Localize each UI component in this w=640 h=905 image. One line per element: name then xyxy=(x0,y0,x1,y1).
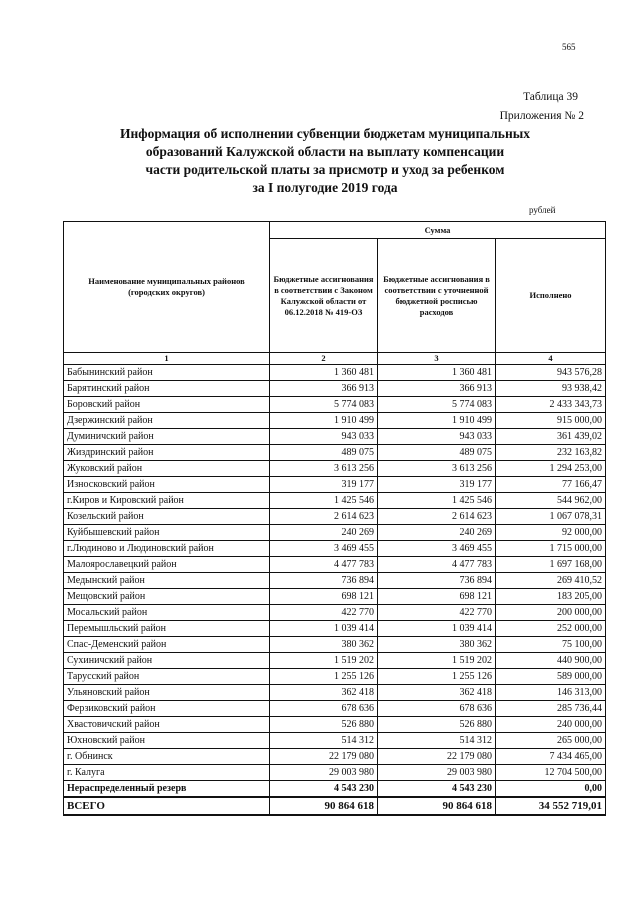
law-allocation-cell: 22 179 080 xyxy=(270,749,378,765)
district-name-cell: Медынский район xyxy=(64,573,270,589)
law-allocation-cell: 489 075 xyxy=(270,445,378,461)
law-allocation-cell: 526 880 xyxy=(270,717,378,733)
table-row xyxy=(64,685,606,701)
law-allocation-cell: 2 614 623 xyxy=(270,509,378,525)
executed-cell: 544 962,00 xyxy=(496,493,606,509)
executed-cell: 240 000,00 xyxy=(496,717,606,733)
table-row xyxy=(64,557,606,573)
law-allocation-cell: 1 910 499 xyxy=(270,413,378,429)
law-allocation-cell: 1 360 481 xyxy=(270,365,378,381)
revised-allocation-cell: 526 880 xyxy=(378,717,496,733)
district-name-cell: Думиничский район xyxy=(64,429,270,445)
executed-cell: 93 938,42 xyxy=(496,381,606,397)
executed-cell: 232 163,82 xyxy=(496,445,606,461)
table-row xyxy=(64,397,606,413)
title-line: части родительской платы за присмотр и уход за ребенком xyxy=(145,162,505,177)
table-row xyxy=(64,765,606,781)
header-num-1: 1 xyxy=(64,353,270,365)
law-allocation-cell: 1 255 126 xyxy=(270,669,378,685)
revised-allocation-cell: 489 075 xyxy=(378,445,496,461)
table-row xyxy=(64,589,606,605)
law-allocation-cell: 4 477 783 xyxy=(270,557,378,573)
table-row xyxy=(64,717,606,733)
district-name-cell: Козельский район xyxy=(64,509,270,525)
law-allocation-cell: 5 774 083 xyxy=(270,397,378,413)
executed-cell: 440 900,00 xyxy=(496,653,606,669)
table-row xyxy=(64,509,606,525)
law-allocation-cell: 514 312 xyxy=(270,733,378,749)
table-row xyxy=(64,429,606,445)
document-title xyxy=(60,125,590,197)
table-row xyxy=(64,381,606,397)
subvention-table xyxy=(63,221,606,816)
table-row xyxy=(64,653,606,669)
table-row xyxy=(64,413,606,429)
table-row xyxy=(64,605,606,621)
revised-allocation-cell: 1 360 481 xyxy=(378,365,496,381)
law-allocation-cell: 4 543 230 xyxy=(270,781,378,798)
revised-allocation-cell: 4 477 783 xyxy=(378,557,496,573)
revised-allocation-cell: 514 312 xyxy=(378,733,496,749)
law-allocation-cell: 3 613 256 xyxy=(270,461,378,477)
table-row xyxy=(64,493,606,509)
law-allocation-cell: 678 636 xyxy=(270,701,378,717)
table-row xyxy=(64,365,606,381)
revised-allocation-cell: 1 519 202 xyxy=(378,653,496,669)
table-row xyxy=(64,621,606,637)
district-name-cell: Спас-Деменский район xyxy=(64,637,270,653)
law-allocation-cell: 1 425 546 xyxy=(270,493,378,509)
revised-allocation-cell: 362 418 xyxy=(378,685,496,701)
executed-cell: 252 000,00 xyxy=(496,621,606,637)
law-allocation-cell: 736 894 xyxy=(270,573,378,589)
law-allocation-cell: 366 913 xyxy=(270,381,378,397)
executed-cell: 75 100,00 xyxy=(496,637,606,653)
executed-cell: 34 552 719,01 xyxy=(496,797,606,815)
page-number: 565 xyxy=(562,42,576,52)
executed-cell: 2 433 343,73 xyxy=(496,397,606,413)
header-col3: Бюджетные ассигнования в соответствии с уточненной бюджетной росписью расходов xyxy=(378,239,496,353)
revised-allocation-cell: 5 774 083 xyxy=(378,397,496,413)
executed-cell: 269 410,52 xyxy=(496,573,606,589)
district-name-cell: Хвастовичский район xyxy=(64,717,270,733)
executed-cell: 265 000,00 xyxy=(496,733,606,749)
revised-allocation-cell: 319 177 xyxy=(378,477,496,493)
executed-cell: 12 704 500,00 xyxy=(496,765,606,781)
revised-allocation-cell: 380 362 xyxy=(378,637,496,653)
table-row xyxy=(64,461,606,477)
table-row xyxy=(64,781,606,798)
revised-allocation-cell: 698 121 xyxy=(378,589,496,605)
executed-cell: 361 439,02 xyxy=(496,429,606,445)
table-row xyxy=(64,573,606,589)
executed-cell: 1 697 168,00 xyxy=(496,557,606,573)
revised-allocation-cell: 422 770 xyxy=(378,605,496,621)
executed-cell: 77 166,47 xyxy=(496,477,606,493)
header-num-2: 2 xyxy=(270,353,378,365)
executed-cell: 1 067 078,31 xyxy=(496,509,606,525)
law-allocation-cell: 3 469 455 xyxy=(270,541,378,557)
revised-allocation-cell: 3 469 455 xyxy=(378,541,496,557)
table-row xyxy=(64,445,606,461)
district-name-cell: Жуковский район xyxy=(64,461,270,477)
table-row xyxy=(64,701,606,717)
revised-allocation-cell: 240 269 xyxy=(378,525,496,541)
law-allocation-cell: 1 039 414 xyxy=(270,621,378,637)
revised-allocation-cell: 1 255 126 xyxy=(378,669,496,685)
revised-allocation-cell: 1 039 414 xyxy=(378,621,496,637)
district-name-cell: Куйбышевский район xyxy=(64,525,270,541)
law-allocation-cell: 698 121 xyxy=(270,589,378,605)
law-allocation-cell: 29 003 980 xyxy=(270,765,378,781)
title-line: за I полугодие 2019 года xyxy=(252,180,398,195)
district-name-cell: Сухиничский район xyxy=(64,653,270,669)
district-name-cell: г. Калуга xyxy=(64,765,270,781)
executed-cell: 92 000,00 xyxy=(496,525,606,541)
table-row xyxy=(64,637,606,653)
executed-cell: 1 294 253,00 xyxy=(496,461,606,477)
district-name-cell: Барятинский район xyxy=(64,381,270,397)
title-line: Информация об исполнении субвенции бюджетам муниципальных xyxy=(119,126,531,141)
law-allocation-cell: 319 177 xyxy=(270,477,378,493)
executed-cell: 943 576,28 xyxy=(496,365,606,381)
revised-allocation-cell: 943 033 xyxy=(378,429,496,445)
revised-allocation-cell: 22 179 080 xyxy=(378,749,496,765)
law-allocation-cell: 422 770 xyxy=(270,605,378,621)
header-sum: Сумма xyxy=(270,222,606,239)
table-row xyxy=(64,669,606,685)
law-allocation-cell: 943 033 xyxy=(270,429,378,445)
table-row xyxy=(64,525,606,541)
header-num-4: 4 xyxy=(496,353,606,365)
executed-cell: 200 000,00 xyxy=(496,605,606,621)
revised-allocation-cell: 3 613 256 xyxy=(378,461,496,477)
table-row xyxy=(64,733,606,749)
revised-allocation-cell: 90 864 618 xyxy=(378,797,496,815)
executed-cell: 1 715 000,00 xyxy=(496,541,606,557)
executed-cell: 183 205,00 xyxy=(496,589,606,605)
revised-allocation-cell: 1 910 499 xyxy=(378,413,496,429)
executed-cell: 0,00 xyxy=(496,781,606,798)
district-name-cell: г.Людиново и Людиновский район xyxy=(64,541,270,557)
header-num-3: 3 xyxy=(378,353,496,365)
revised-allocation-cell: 678 636 xyxy=(378,701,496,717)
executed-cell: 915 000,00 xyxy=(496,413,606,429)
law-allocation-cell: 90 864 618 xyxy=(270,797,378,815)
table-row xyxy=(64,749,606,765)
district-name-cell: Ульяновский район xyxy=(64,685,270,701)
law-allocation-cell: 362 418 xyxy=(270,685,378,701)
header-col4: Исполнено xyxy=(496,239,606,353)
district-name-cell: Бабынинский район xyxy=(64,365,270,381)
header-name: Наименование муниципальных районов (городских округов) xyxy=(64,222,270,353)
executed-cell: 7 434 465,00 xyxy=(496,749,606,765)
table-row xyxy=(64,477,606,493)
header-col2: Бюджетные ассигнования в соответствии с Законом Калужской области от 06.12.2018 № 419-ОЗ xyxy=(270,239,378,353)
units-label: рублей xyxy=(529,205,556,215)
table-row xyxy=(64,797,606,815)
revised-allocation-cell: 2 614 623 xyxy=(378,509,496,525)
district-name-cell: Мещовский район xyxy=(64,589,270,605)
executed-cell: 146 313,00 xyxy=(496,685,606,701)
title-line: образований Калужской области на выплату компенсации xyxy=(145,144,505,159)
appendix-label: Приложения № 2 xyxy=(499,110,584,122)
law-allocation-cell: 380 362 xyxy=(270,637,378,653)
district-name-cell: г.Киров и Кировский район xyxy=(64,493,270,509)
revised-allocation-cell: 4 543 230 xyxy=(378,781,496,798)
district-name-cell: Перемышльский район xyxy=(64,621,270,637)
executed-cell: 285 736,44 xyxy=(496,701,606,717)
revised-allocation-cell: 1 425 546 xyxy=(378,493,496,509)
revised-allocation-cell: 736 894 xyxy=(378,573,496,589)
district-name-cell: Малоярославецкий район xyxy=(64,557,270,573)
district-name-cell: Ферзиковский район xyxy=(64,701,270,717)
district-name-cell: г. Обнинск xyxy=(64,749,270,765)
law-allocation-cell: 240 269 xyxy=(270,525,378,541)
law-allocation-cell: 1 519 202 xyxy=(270,653,378,669)
executed-cell: 589 000,00 xyxy=(496,669,606,685)
table-label: Таблица 39 xyxy=(523,91,578,103)
revised-allocation-cell: 29 003 980 xyxy=(378,765,496,781)
district-name-cell: ВСЕГО xyxy=(64,797,270,815)
revised-allocation-cell: 366 913 xyxy=(378,381,496,397)
district-name-cell: Дзержинский район xyxy=(64,413,270,429)
table-body xyxy=(64,365,606,816)
district-name-cell: Боровский район xyxy=(64,397,270,413)
district-name-cell: Тарусский район xyxy=(64,669,270,685)
district-name-cell: Нераспределенный резерв xyxy=(64,781,270,798)
table-row xyxy=(64,541,606,557)
district-name-cell: Юхновский район xyxy=(64,733,270,749)
district-name-cell: Жиздринский район xyxy=(64,445,270,461)
district-name-cell: Мосальский район xyxy=(64,605,270,621)
district-name-cell: Износковский район xyxy=(64,477,270,493)
